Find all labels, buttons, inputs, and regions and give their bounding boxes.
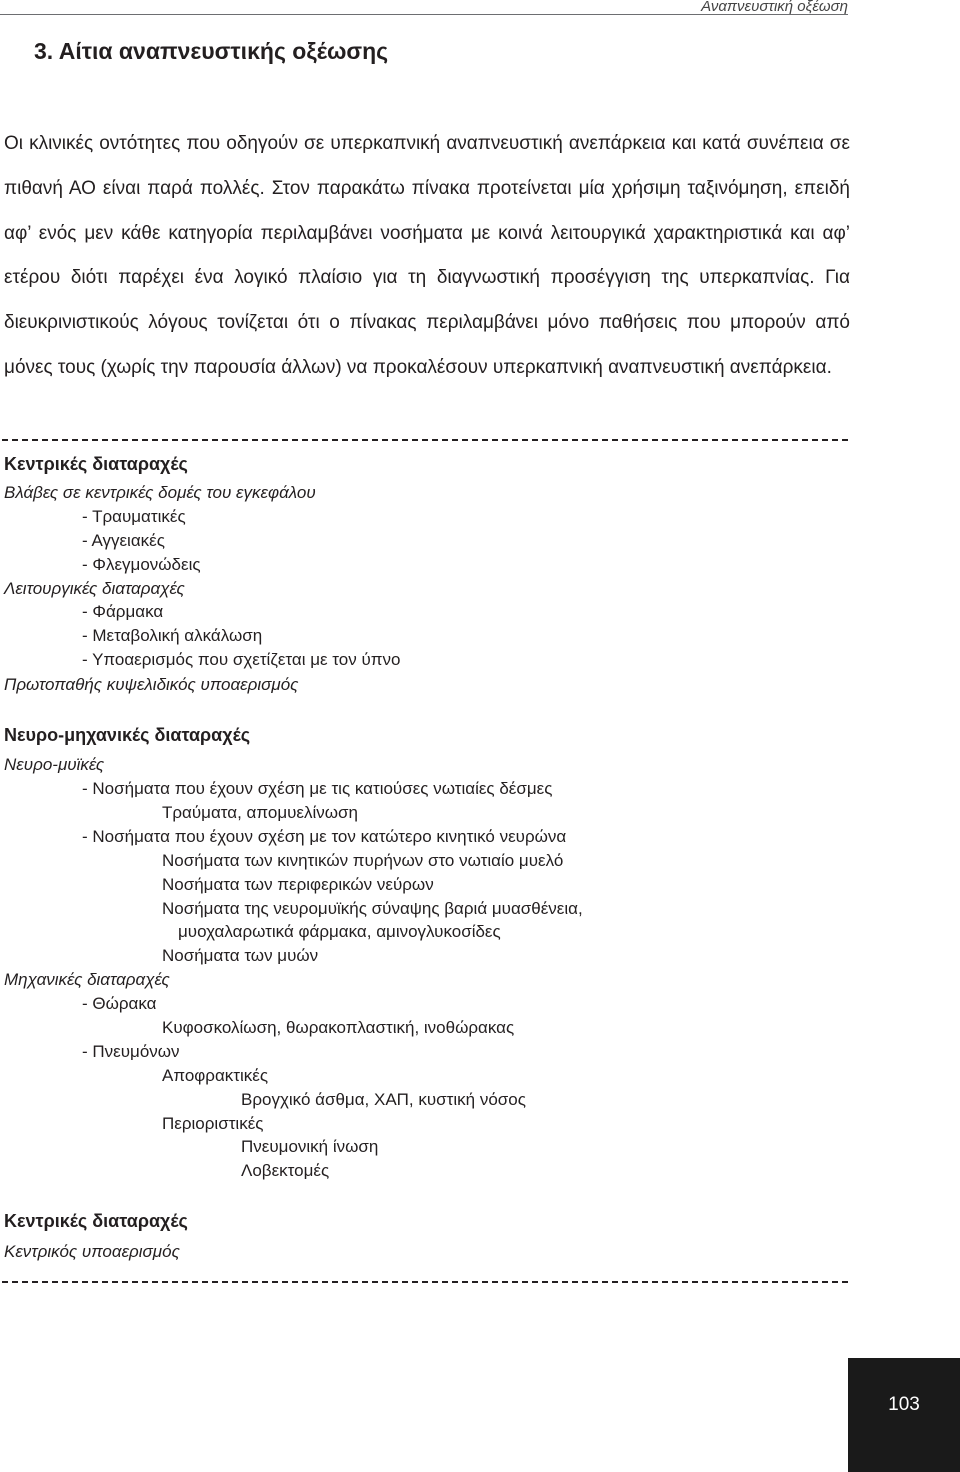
list-item: - Πνευμόνων bbox=[82, 1042, 180, 1061]
list-item: Τραύματα, απομυελίνωση bbox=[162, 803, 358, 822]
mechanical-disorders-label: Μηχανικές διαταραχές bbox=[4, 970, 170, 989]
list-item: Νοσήματα της νευρομυϊκής σύναψης βαριά μυασθένεια, bbox=[162, 899, 583, 918]
list-item: Βρογχικό άσθμα, ΧΑΠ, κυστική νόσος bbox=[241, 1090, 526, 1109]
list-item: - Τραυματικές bbox=[82, 507, 186, 526]
central-disorders-heading: Κεντρικές διαταραχές bbox=[4, 454, 188, 474]
neuromechanical-heading: Νευρο-μηχανικές διαταραχές bbox=[4, 725, 251, 745]
list-item: - Φλεγμονώδεις bbox=[82, 555, 201, 574]
structural-lesions-label: Βλάβες σε κεντρικές δομές του εγκεφάλου bbox=[4, 483, 316, 502]
list-item: - Φάρμακα bbox=[82, 602, 164, 621]
list-item: Περιοριστικές bbox=[162, 1114, 264, 1133]
list-item: - Νοσήματα που έχουν σχέση με τις κατιούσες νωτιαίες δέσμες bbox=[82, 779, 553, 798]
list-item: Νοσήματα των μυών bbox=[162, 946, 319, 965]
page-number-box bbox=[848, 1358, 960, 1472]
list-item: Νοσήματα των περιφερικών νεύρων bbox=[162, 875, 434, 894]
list-item: Λοβεκτομές bbox=[241, 1161, 330, 1180]
table-bottom-divider bbox=[2, 1281, 848, 1283]
table-top-divider bbox=[2, 439, 848, 441]
list-item: - Θώρακα bbox=[82, 994, 157, 1013]
page-number: 103 bbox=[888, 1394, 920, 1415]
running-header: Αναπνευστική οξέωση bbox=[701, 0, 848, 15]
functional-disorders-label: Λειτουργικές διαταραχές bbox=[4, 579, 185, 598]
neuromuscular-label: Νευρο-μυϊκές bbox=[4, 755, 105, 774]
list-item: Πνευμονική ίνωση bbox=[241, 1137, 379, 1156]
intro-paragraph: Οι κλινικές οντότητες που οδηγούν σε υπερκαπνική αναπνευστική ανεπάρκεια και κατά συνέπεια σε πιθανή ΑΟ είναι παρά πολλές. Στον παρακάτω πίνακα προτείνεται μία χρήσιμη ταξινόμηση, επειδή αφ’ ενός μεν κάθε κατηγορία περιλαμβάνει νοσήματα με κοινά λειτουργικά χαρακτηριστικά και αφ’ ετέρου διότι παρέχει ένα λογικό πλαίσιο για τη διαγνωστική προσέγγιση της υπερκαπνίας. Για διευκρινιστικούς λόγους τονίζεται ότι ο πίνακας περιλαμβάνει μόνο παθήσεις που μπορούν από μόνες τους (χωρίς την παρουσία άλλων) να προκαλέσουν υπερκαπνική αναπνευστική ανεπάρκεια. bbox=[4, 133, 850, 378]
primary-hypoventilation-label: Πρωτοπαθής κυψελιδικός υποαερισμός bbox=[4, 675, 299, 694]
list-item: μυοχαλαρωτικά φάρμακα, αμινογλυκοσίδες bbox=[178, 922, 501, 941]
list-item: Νοσήματα των κινητικών πυρήνων στο νωτιαίο μυελό bbox=[162, 851, 564, 870]
list-item: - Υποαερισμός που σχετίζεται με τον ύπνο bbox=[82, 650, 401, 669]
list-item: - Μεταβολική αλκάλωση bbox=[82, 626, 263, 645]
list-item: Κυφοσκολίωση, θωρακοπλαστική, ινοθώρακας bbox=[162, 1018, 515, 1037]
central-disorders-heading-2: Κεντρικές διαταραχές bbox=[4, 1211, 188, 1231]
list-item: Αποφρακτικές bbox=[162, 1066, 269, 1085]
section-title: 3. Αίτια αναπνευστικής οξέωσης bbox=[34, 38, 389, 64]
central-hypoventilation-label: Κεντρικός υποαερισμός bbox=[4, 1242, 180, 1261]
list-item: - Νοσήματα που έχουν σχέση με τον κατώτερο κινητικό νευρώνα bbox=[82, 827, 567, 846]
list-item: - Αγγειακές bbox=[82, 531, 165, 550]
